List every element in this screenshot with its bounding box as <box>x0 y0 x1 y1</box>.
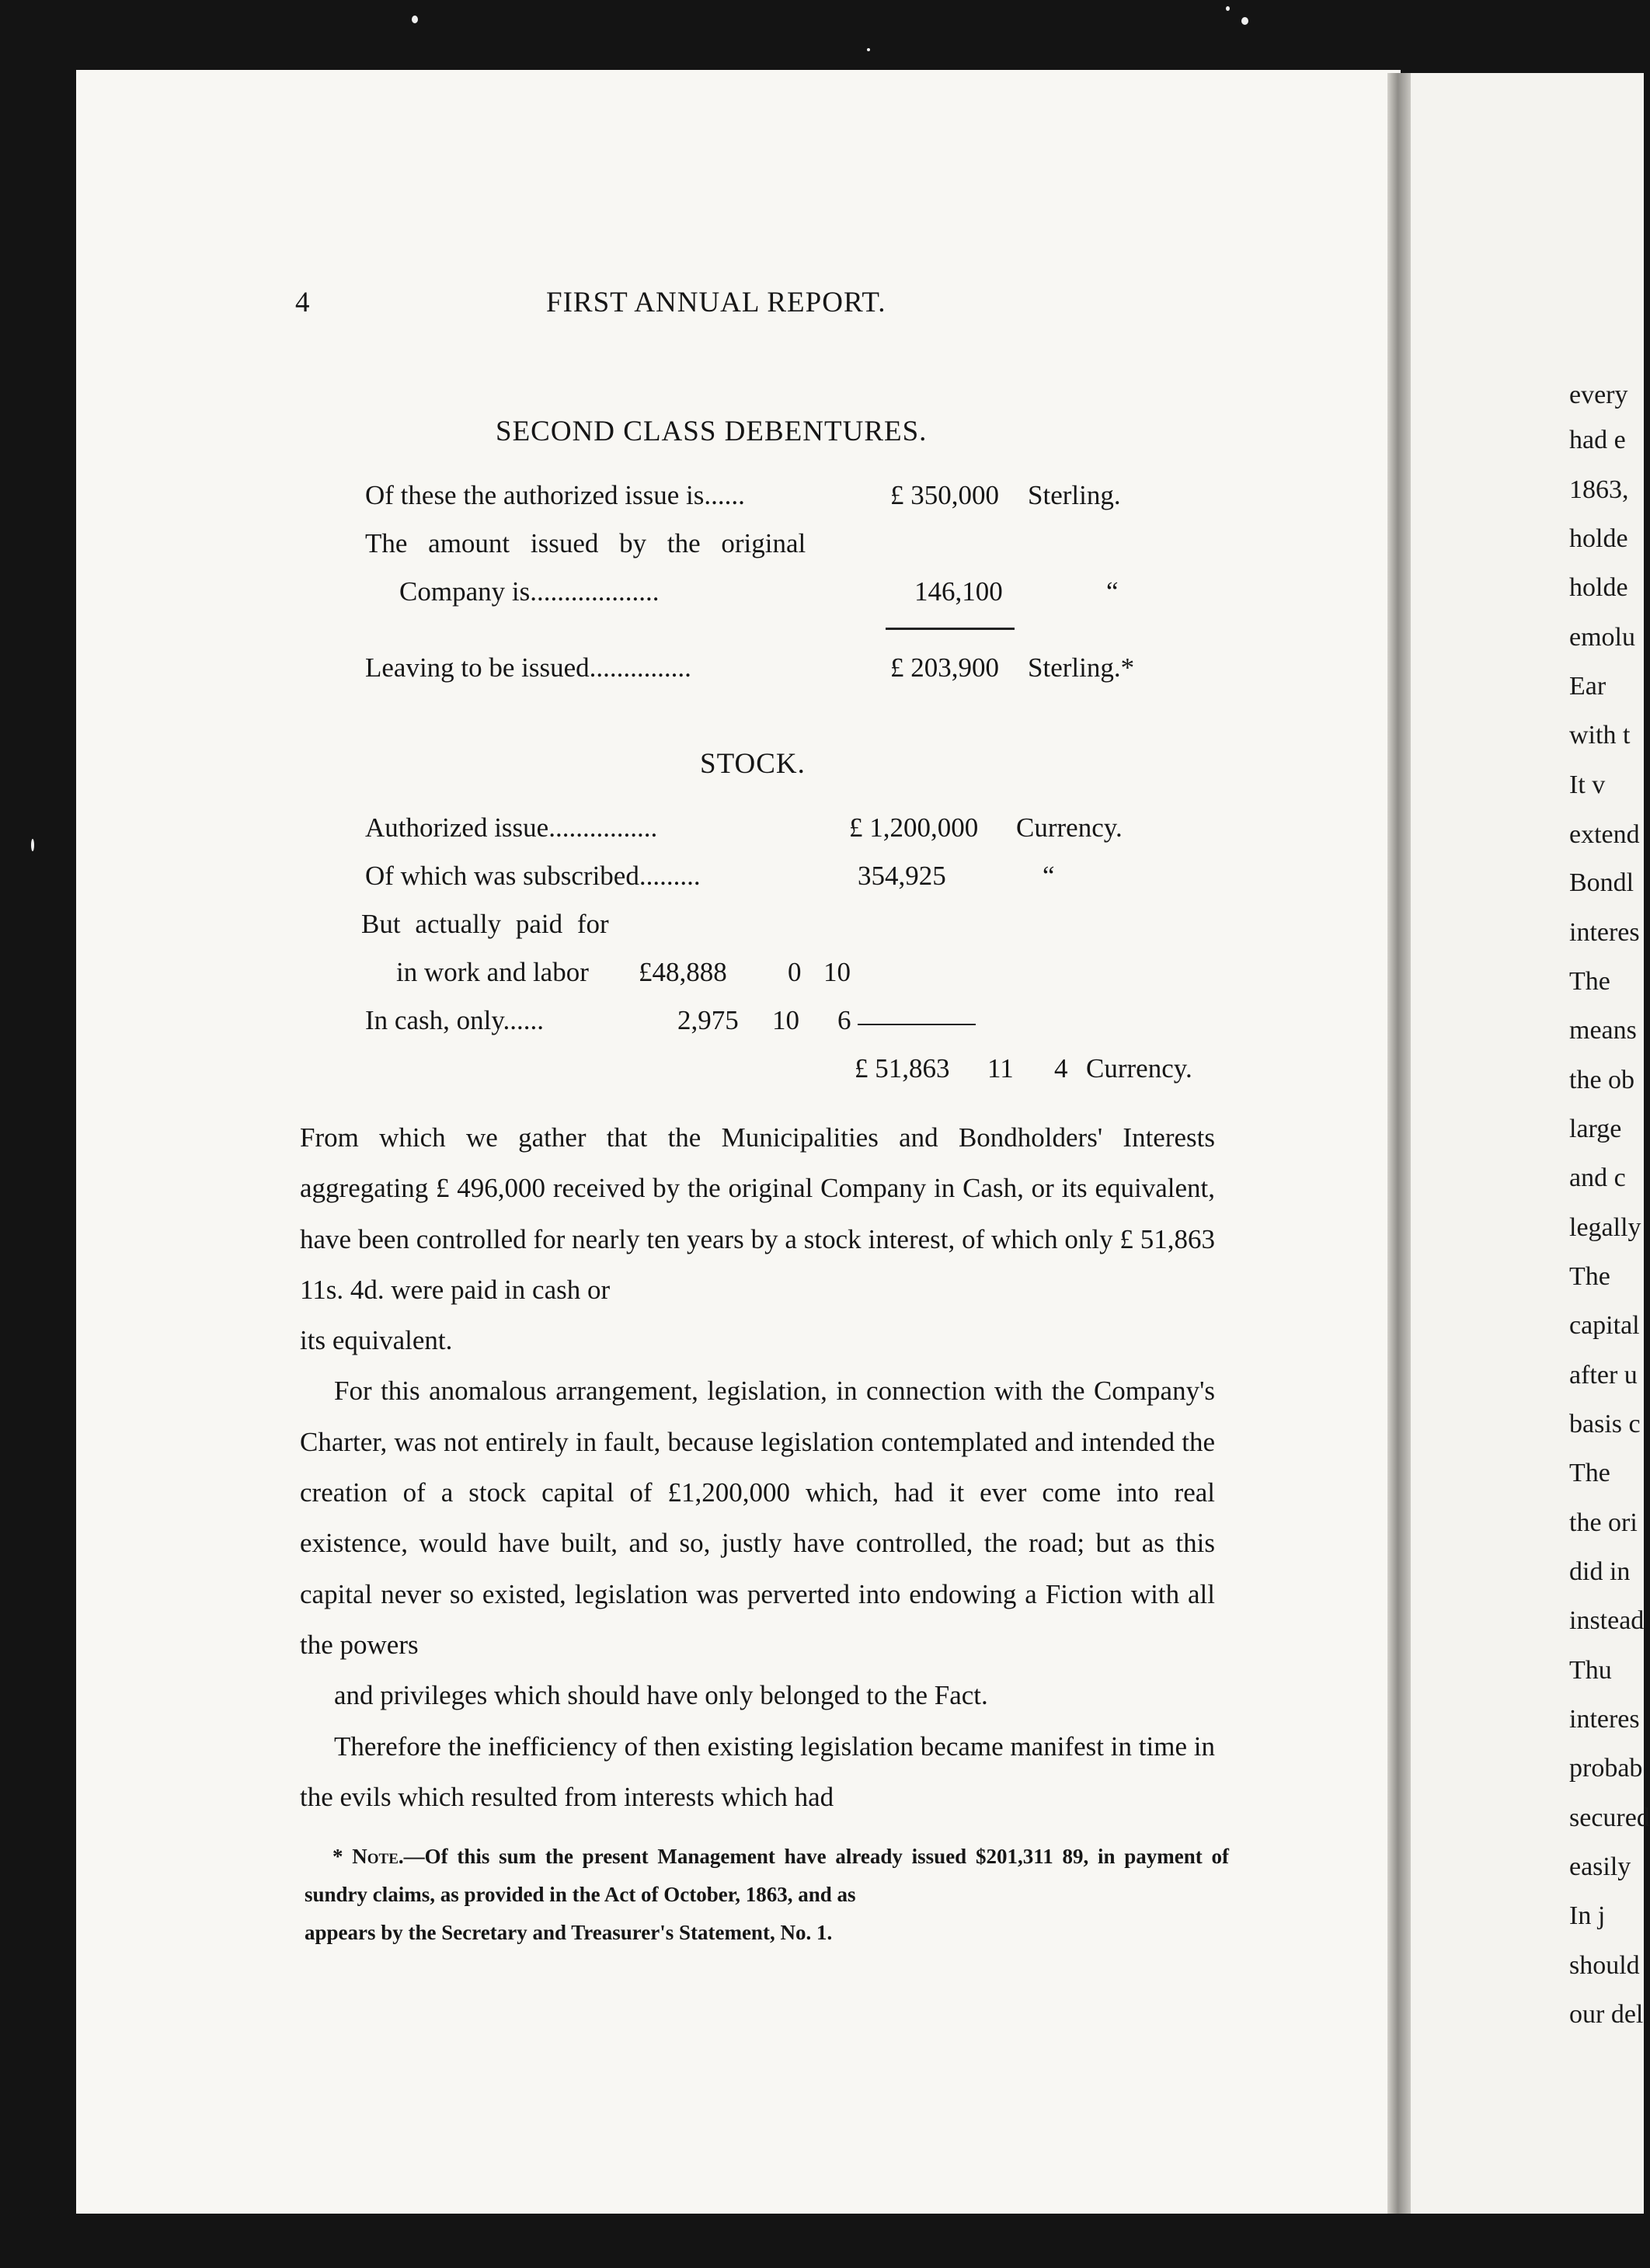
row-value: £ 1,200,000 <box>849 812 979 843</box>
facing-line: The <box>1569 967 1610 996</box>
facing-line: holde <box>1569 573 1628 602</box>
scan-speck <box>31 839 34 851</box>
facing-line: legally <box>1569 1213 1641 1242</box>
shillings: 0 <box>788 957 802 987</box>
facing-line: probab <box>1569 1754 1643 1783</box>
ditto-mark: “ <box>1106 576 1119 607</box>
pence: 6 <box>837 1005 851 1035</box>
paragraph-last-line: its equivalent. <box>300 1325 453 1356</box>
row-unit: Currency. <box>1086 1053 1192 1084</box>
footnote-marker: * Note.— <box>332 1845 425 1868</box>
row-label: Of which was subscribed......... <box>365 861 701 891</box>
facing-line: the ori <box>1569 1508 1638 1537</box>
facing-line: 1863, <box>1569 475 1629 504</box>
footnote <box>305 1838 1229 1952</box>
facing-line: capital <box>1569 1311 1640 1340</box>
paragraph <box>300 1721 1215 1823</box>
stock-paid-intro: But actually paid for <box>361 909 609 939</box>
sum-rule <box>858 1024 976 1025</box>
facing-line: Bondl <box>1569 868 1634 897</box>
running-title: FIRST ANNUAL REPORT. <box>546 287 886 318</box>
facing-line: secured <box>1569 1804 1650 1832</box>
facing-line: extend <box>1569 820 1640 849</box>
facing-line: large <box>1569 1115 1622 1143</box>
facing-line: had e <box>1569 426 1626 454</box>
pounds: 2,975 <box>677 1005 739 1035</box>
scan-speck <box>1226 6 1230 11</box>
facing-line: Ear <box>1569 672 1606 701</box>
scan-speck <box>1241 17 1248 25</box>
facing-line: emolu <box>1569 623 1635 652</box>
facing-line: with t <box>1569 721 1631 750</box>
pounds: £48,888 <box>639 957 727 987</box>
paragraph <box>300 1112 1215 1365</box>
facing-line: and c <box>1569 1164 1626 1192</box>
row-label: Of these the authorized issue is...... <box>365 480 745 510</box>
row-label: In cash, only...... <box>365 1005 545 1035</box>
row-value: £ 350,000 <box>890 480 999 510</box>
row-label: Authorized issue................ <box>365 812 658 843</box>
row-label: in work and labor <box>396 957 589 987</box>
facing-line: easily <box>1569 1852 1631 1881</box>
row-value: £ 203,900 <box>890 652 999 683</box>
page-number: 4 <box>295 287 311 318</box>
scan-speck <box>412 16 418 23</box>
book-gutter <box>1387 73 1411 2214</box>
debentures-issued-intro: The amount issued by the original <box>365 528 806 558</box>
row-value: 354,925 <box>858 861 946 891</box>
paragraph-body: For this anomalous arrangement, legislation, in connection with the Company's Charter, was not entirely in fault, because legislation contemplated and intended the creation of a stock capital of £1,200,000 which, had it ever come into real existence, would have built, and so, justly have controlled, the road; but as this capital never so existed, legislation was perverted into endowing a Fiction with all the powers <box>300 1376 1215 1660</box>
ditto-mark: “ <box>1043 861 1055 891</box>
row-unit: Sterling.* <box>1028 652 1135 683</box>
pence: 4 <box>1054 1053 1068 1084</box>
facing-line: The <box>1569 1262 1610 1291</box>
stock-title: STOCK. <box>700 748 806 780</box>
row-unit: Sterling. <box>1028 480 1121 510</box>
scan-speck <box>867 48 870 51</box>
facing-line: The <box>1569 1459 1610 1487</box>
paragraph-last-line: and privileges which should have only belonged to the Fact. <box>334 1680 988 1711</box>
facing-line: It v <box>1569 770 1606 799</box>
shillings: 11 <box>987 1053 1014 1084</box>
paragraph-body: Therefore the inefficiency of then existing legislation became manifest in time in the evils which resulted from interests which had <box>300 1731 1215 1812</box>
facing-line: should <box>1569 1951 1640 1980</box>
sum-rule <box>886 628 1015 630</box>
facing-line: the ob <box>1569 1066 1635 1094</box>
body-text <box>300 1112 1215 1822</box>
facing-line: In j <box>1569 1901 1606 1930</box>
facing-line: our del <box>1569 2000 1644 2029</box>
row-unit: Currency. <box>1016 812 1123 843</box>
row-label: Company is................... <box>399 576 660 607</box>
facing-line: holde <box>1569 524 1628 553</box>
footnote-last-line: appears by the Secretary and Treasurer's Statement, No. 1. <box>305 1921 833 1944</box>
footnote-text <box>305 1838 1229 1952</box>
pence: 10 <box>823 957 851 987</box>
debentures-title: SECOND CLASS DEBENTURES. <box>496 416 928 447</box>
facing-line: interes <box>1569 918 1640 947</box>
row-value: 146,100 <box>914 576 1003 607</box>
facing-line: interes <box>1569 1705 1640 1734</box>
paragraph-body: From which we gather that the Municipalities and Bondholders' Interests aggregating £ 496,000 received by the original Company in Cash, or its equivalent, have been controlled for nearly ten years by a stock interest, of which only £ 51,863 11s. 4d. were paid in cash or <box>300 1122 1215 1305</box>
facing-line: instead <box>1569 1606 1645 1635</box>
paragraph <box>300 1365 1215 1720</box>
facing-line: basis c <box>1569 1410 1641 1438</box>
facing-line: after u <box>1569 1361 1638 1390</box>
facing-line: means <box>1569 1016 1637 1045</box>
facing-line: every <box>1569 381 1628 409</box>
footnote-body: Of this sum the present Management have already issued $201,311 89, in payment of sundry claims, as provided in the Act of October, 1863, and as <box>305 1845 1230 1906</box>
shillings: 10 <box>772 1005 799 1035</box>
row-label: Leaving to be issued............... <box>365 652 691 683</box>
pounds: £ 51,863 <box>855 1053 950 1084</box>
facing-line: did in <box>1569 1557 1631 1586</box>
facing-line: Thu <box>1569 1656 1612 1685</box>
